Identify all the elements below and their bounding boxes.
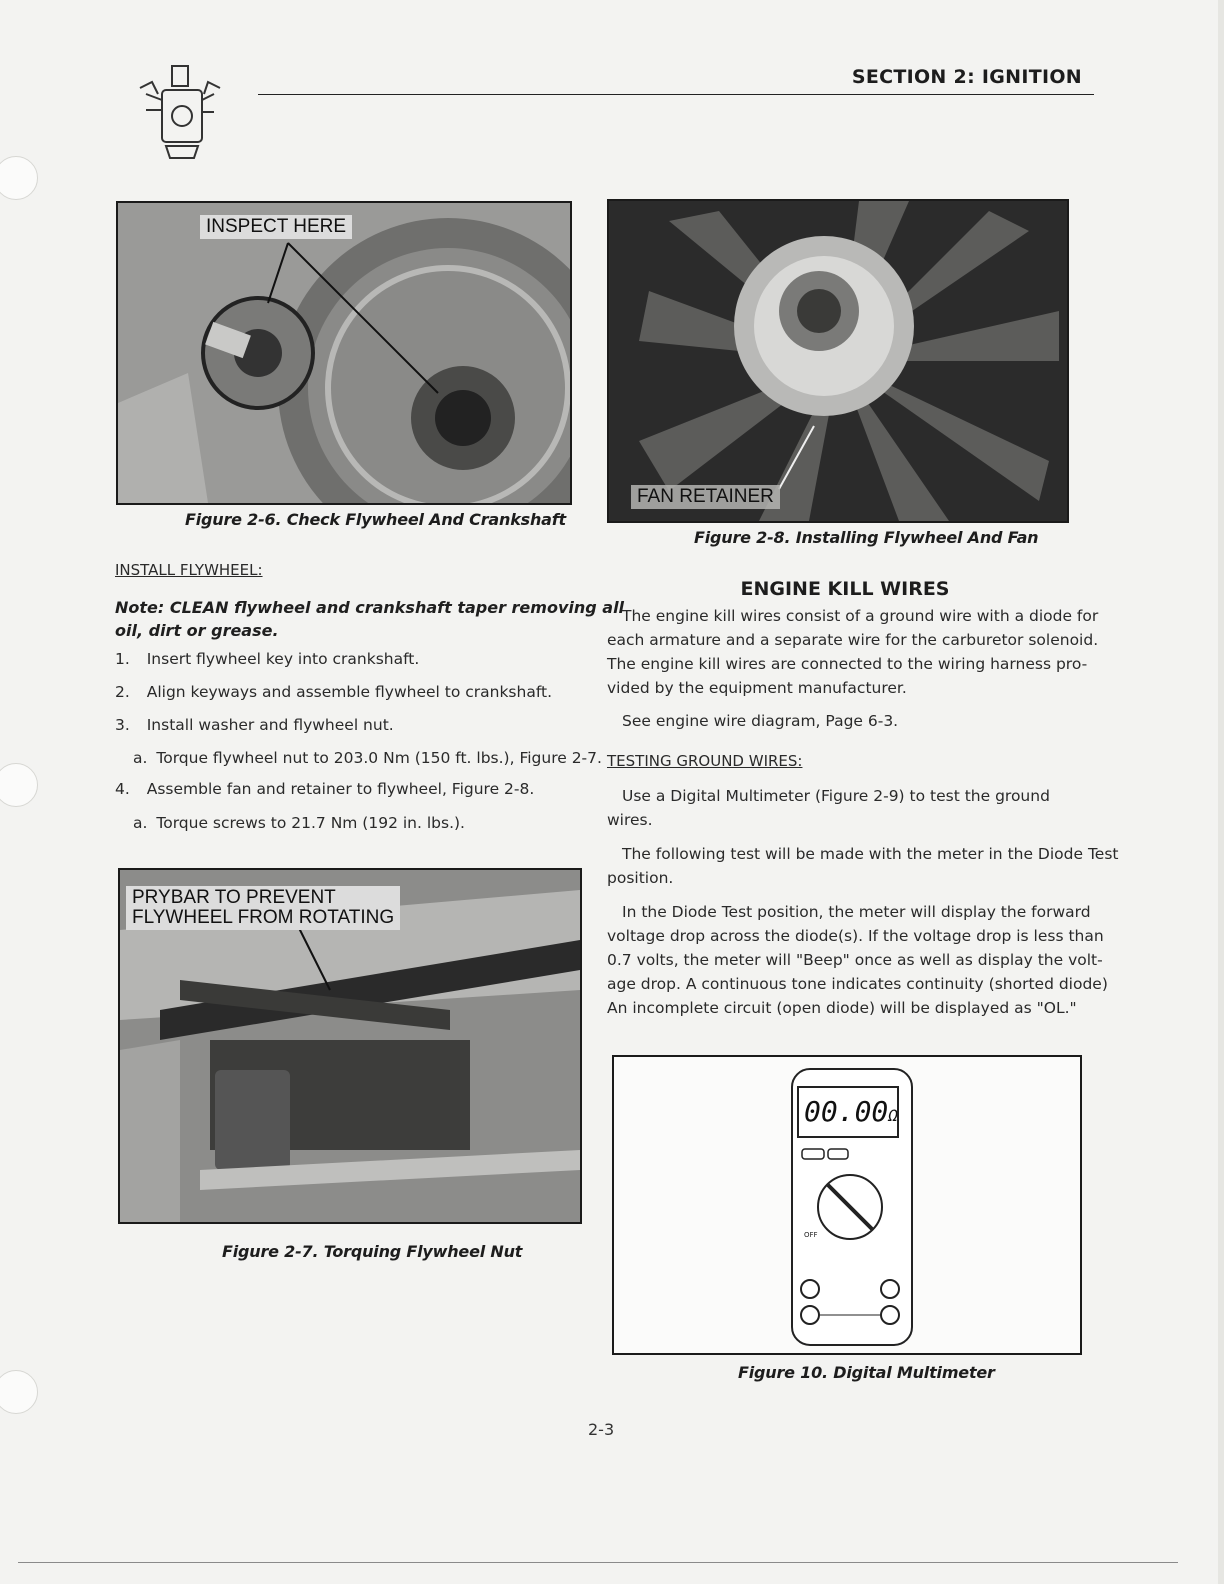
step-number: 2. bbox=[115, 683, 130, 701]
para1-line4: vided by the equipment manufacturer. bbox=[607, 679, 907, 697]
section-title: SECTION 2: IGNITION bbox=[851, 66, 1082, 88]
wire-diagram-reference: See engine wire diagram, Page 6-3. bbox=[622, 712, 899, 730]
step-text: Install washer and flywheel nut. bbox=[146, 716, 394, 734]
engine-kill-wires-heading: ENGINE KILL WIRES bbox=[740, 578, 950, 600]
step-text: Insert flywheel key into crankshaft. bbox=[146, 650, 420, 668]
para1-line2: each armature and a separate wire for the carburetor solenoid. bbox=[607, 631, 1099, 649]
figure-10-caption: Figure 10. Digital Multimeter bbox=[738, 1363, 995, 1382]
page-number: 2-3 bbox=[588, 1420, 615, 1439]
callout-prybar-line-2: FLYWHEEL FROM ROTATING bbox=[132, 907, 395, 928]
multimeter-display-unit: Ω bbox=[888, 1106, 898, 1125]
para5-line2: voltage drop across the diode(s). If the voltage drop is less than bbox=[607, 927, 1104, 945]
callout-prybar-line-1: PRYBAR TO PREVENT bbox=[132, 887, 336, 908]
engine-logo-icon bbox=[132, 60, 228, 166]
multimeter-display-value: 00.00 bbox=[804, 1095, 889, 1128]
step-text: Torque flywheel nut to 203.0 Nm (150 ft. lbs.), Figure 2-7. bbox=[156, 749, 602, 767]
figure-2-6-caption: Figure 2-6. Check Flywheel And Crankshaft bbox=[185, 510, 566, 529]
step-number: 4. bbox=[115, 780, 130, 798]
figure-2-7-caption: Figure 2-7. Torquing Flywheel Nut bbox=[222, 1242, 523, 1261]
step-text: Align keyways and assemble flywheel to crankshaft. bbox=[146, 683, 553, 701]
para5-line4: age drop. A continuous tone indicates continuity (shorted diode) bbox=[607, 975, 1108, 993]
step-4a bbox=[133, 814, 465, 832]
install-flywheel-heading: INSTALL FLYWHEEL: bbox=[115, 561, 263, 579]
step-3a bbox=[133, 749, 602, 767]
para1-line3: The engine kill wires are connected to the wiring harness pro- bbox=[607, 655, 1088, 673]
para5-line1: In the Diode Test position, the meter will display the forward bbox=[622, 903, 1091, 921]
para3-line1: Use a Digital Multimeter (Figure 2-9) to test the ground bbox=[622, 787, 1050, 805]
para4-line2: position. bbox=[607, 869, 674, 887]
note-line-1: Note: CLEAN flywheel and crankshaft taper removing all bbox=[115, 598, 625, 617]
step-number: 1. bbox=[115, 650, 130, 668]
page-bottom-line bbox=[18, 1562, 1178, 1563]
callout-inspect-here: INSPECT HERE bbox=[200, 215, 352, 239]
testing-ground-wires-heading: TESTING GROUND WIRES: bbox=[607, 752, 803, 770]
step-1 bbox=[115, 650, 419, 668]
step-4 bbox=[115, 780, 534, 798]
step-number: a. bbox=[133, 814, 148, 832]
figure-2-7-photo bbox=[118, 868, 582, 1224]
multimeter-display bbox=[804, 1095, 898, 1128]
figure-2-8-caption: Figure 2-8. Installing Flywheel And Fan bbox=[694, 528, 1039, 547]
callout-fan-retainer: FAN RETAINER bbox=[631, 485, 780, 509]
svg-text:OFF: OFF bbox=[804, 1231, 818, 1239]
step-text: Assemble fan and retainer to flywheel, Figure 2-8. bbox=[146, 780, 535, 798]
step-3 bbox=[115, 716, 394, 734]
para5-line3: 0.7 volts, the meter will "Beep" once as well as display the volt- bbox=[607, 951, 1103, 969]
page-edge bbox=[1218, 0, 1224, 1584]
figure-2-8-photo bbox=[607, 199, 1069, 523]
binder-hole-bottom bbox=[0, 1370, 38, 1414]
step-text: Torque screws to 21.7 Nm (192 in. lbs.). bbox=[156, 814, 465, 832]
callout-prybar bbox=[126, 886, 400, 930]
para5-line5: An incomplete circuit (open diode) will be displayed as "OL." bbox=[607, 999, 1077, 1017]
figure-10-multimeter-box bbox=[612, 1055, 1082, 1355]
binder-hole-middle bbox=[0, 763, 38, 807]
para4-line1: The following test will be made with the meter in the Diode Test bbox=[622, 845, 1119, 863]
step-number: a. bbox=[133, 749, 148, 767]
header-rule bbox=[258, 94, 1094, 95]
step-2 bbox=[115, 683, 552, 701]
step-number: 3. bbox=[115, 716, 130, 734]
figure-2-6-photo bbox=[116, 201, 572, 505]
para3-line2: wires. bbox=[607, 811, 653, 829]
para1-line1: The engine kill wires consist of a ground wire with a diode for bbox=[622, 607, 1099, 625]
note-line-2: oil, dirt or grease. bbox=[115, 621, 279, 640]
binder-hole-top bbox=[0, 156, 38, 200]
